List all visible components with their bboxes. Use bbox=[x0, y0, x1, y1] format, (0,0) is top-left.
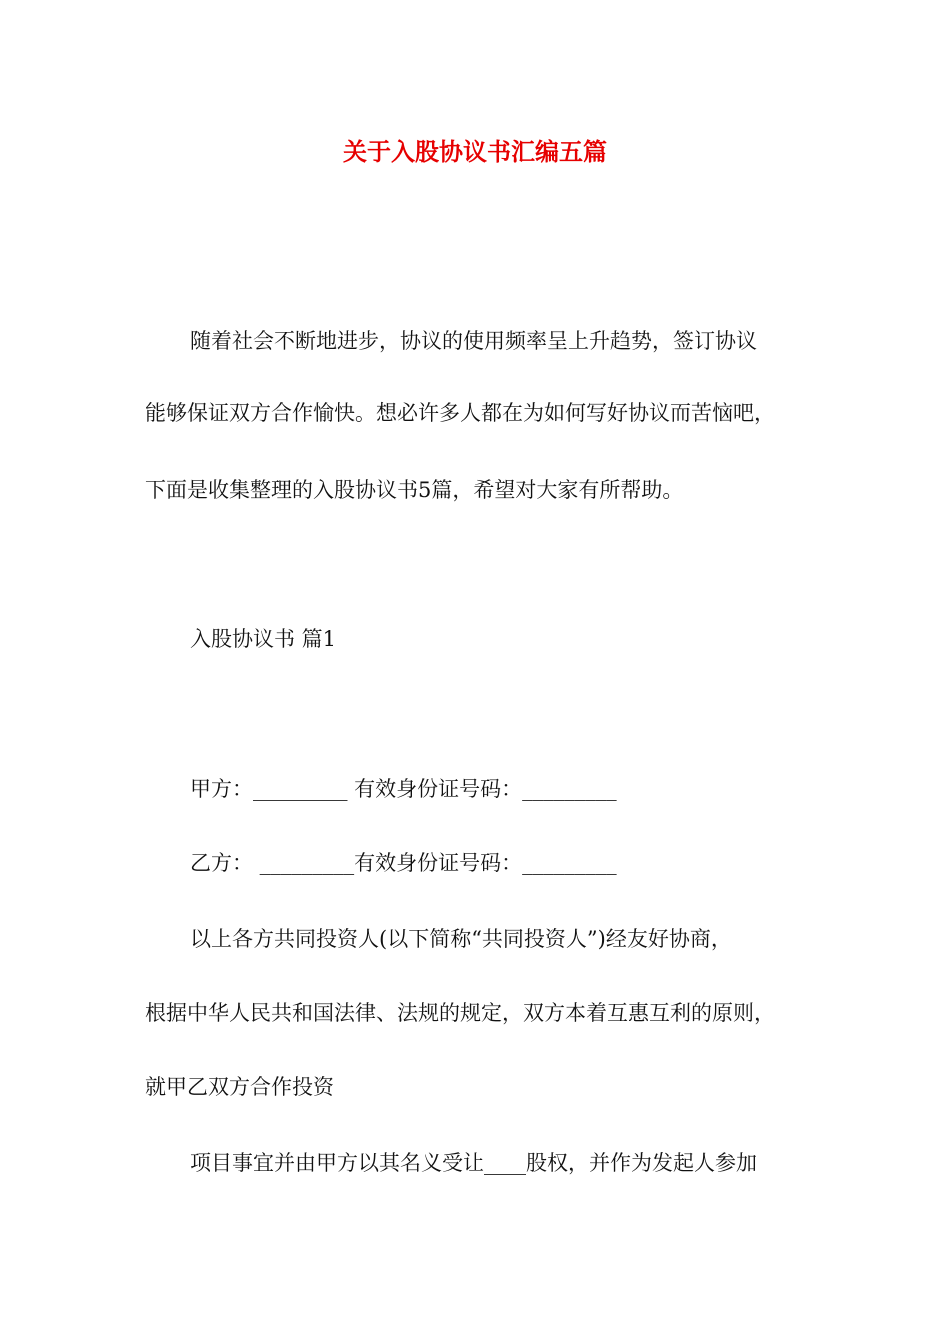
section-heading: 入股协议书 篇1 bbox=[190, 627, 337, 651]
party-b-line: 乙方： _________有效身份证号码：_________ bbox=[190, 851, 617, 875]
paragraph-line: 随着社会不断地进步，协议的使用频率呈上升趋势，签订协议 bbox=[190, 329, 757, 353]
paragraph-line: 以上各方共同投资人(以下简称“共同投资人”)经友好协商， bbox=[190, 927, 732, 951]
paragraph-line: 能够保证双方合作愉快。想必许多人都在为如何写好协议而苦恼吧， bbox=[145, 401, 775, 425]
paragraph-line: 就甲乙双方合作投资 bbox=[145, 1075, 334, 1099]
paragraph-line: 根据中华人民共和国法律、法规的规定，双方本着互惠互利的原则， bbox=[145, 1001, 775, 1025]
document-title: 关于入股协议书汇编五篇 bbox=[343, 137, 607, 166]
paragraph-line: 项目事宜并由甲方以其名义受让____股权，并作为发起人参加 bbox=[190, 1151, 757, 1175]
paragraph-line: 下面是收集整理的入股协议书5篇，希望对大家有所帮助。 bbox=[145, 478, 684, 502]
party-a-line: 甲方：_________ 有效身份证号码：_________ bbox=[190, 777, 617, 801]
